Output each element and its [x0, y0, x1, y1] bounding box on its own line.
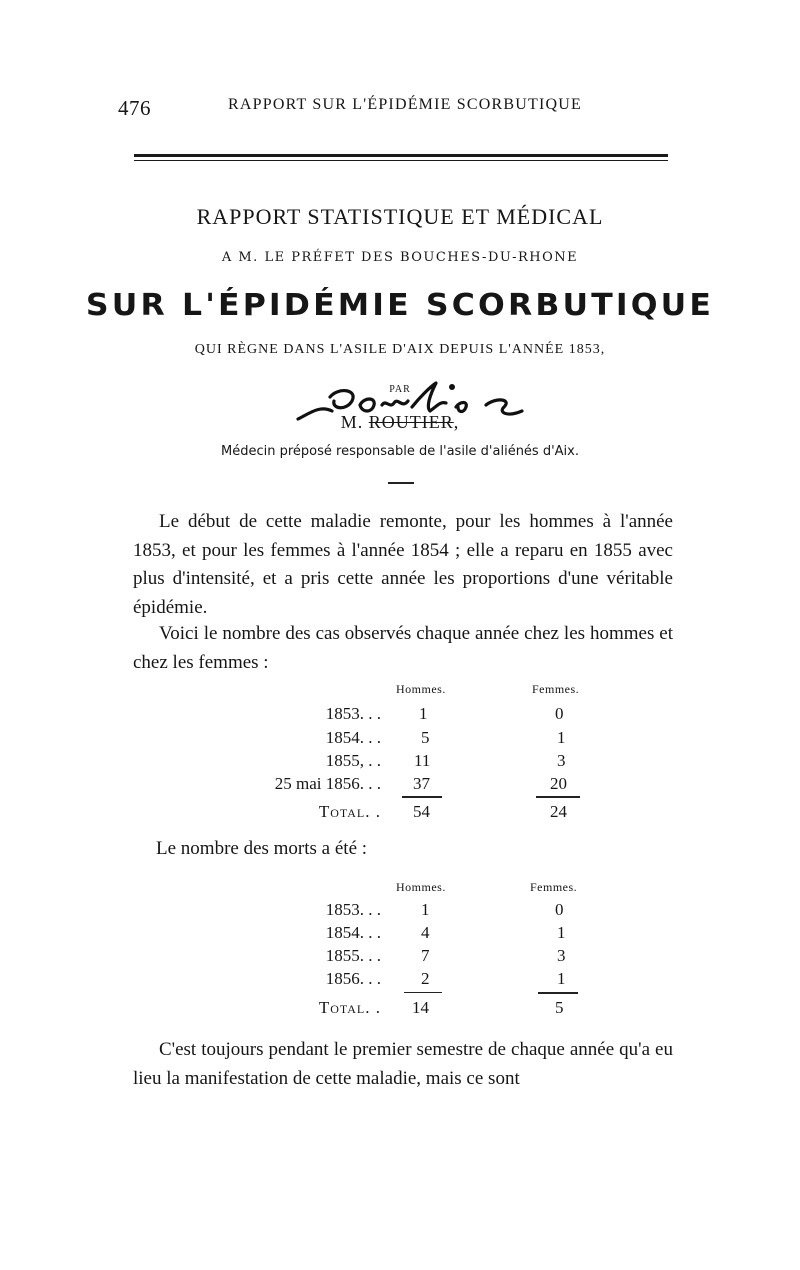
total-label: Total. . — [318, 998, 381, 1017]
deaths-table — [0, 876, 800, 1026]
row-women: 1 — [557, 969, 566, 988]
row-men: 1 — [421, 900, 430, 919]
sum-rule — [404, 992, 442, 993]
paragraph-3: Le nombre des morts a été : — [156, 838, 368, 859]
row-women: 1 — [557, 728, 566, 747]
heading-line2: A M. LE PRÉFET DES BOUCHES-DU-RHONE — [221, 250, 579, 265]
paragraph-4: C'est toujours pendant le premier semestre de chaque année qu'a eu lieu la manifestation de cette maladie, mais ce sont — [133, 1039, 673, 1089]
running-title: RAPPORT SUR L'ÉPIDÉMIE SCORBUTIQUE — [228, 96, 583, 113]
author-name-struck: ROUTIER — [368, 412, 454, 432]
row-year: 1854. . . — [325, 923, 381, 942]
heading-line4: QUI RÈGNE DANS L'ASILE D'AIX DEPUIS L'ANNÉE 1853, — [194, 342, 606, 357]
sum-rule — [536, 796, 580, 798]
heading-line3: SUR L'ÉPIDÉMIE SCORBUTIQUE — [85, 288, 715, 323]
handwritten-signature — [290, 377, 550, 437]
row-women: 20 — [550, 774, 567, 793]
row-year: 1855, . . — [325, 751, 381, 770]
paragraph-2: Voici le nombre des cas observés chaque année chez les hommes et chez les femmes : — [133, 623, 673, 673]
row-women: 3 — [557, 946, 566, 965]
separator-dash — [388, 482, 414, 484]
header-rule-thick — [134, 154, 668, 157]
sum-rule — [402, 796, 442, 798]
header-rule-thin — [134, 160, 668, 161]
total-men: 14 — [412, 998, 429, 1017]
by-label: PAR — [389, 384, 411, 395]
row-men: 5 — [421, 728, 430, 747]
row-women: 1 — [557, 923, 566, 942]
total-men: 54 — [413, 802, 430, 821]
page-number: 476 — [118, 96, 151, 120]
total-label: Total. . — [318, 802, 381, 821]
paragraph-1: Le début de cette maladie remonte, pour les hommes à l'année 1853, et pour les femmes à l'année 1854 ; elle a reparu en 1855 avec plus d'intensité, et a pris cette année les proportions d'une véritable épidémie. — [133, 511, 673, 618]
col-header-women: Femmes. — [532, 682, 580, 696]
row-women: 0 — [555, 900, 564, 919]
heading-line1: RAPPORT STATISTIQUE ET MÉDICAL — [196, 204, 604, 229]
row-year: 25 mai 1856. . . — [274, 774, 381, 793]
row-men: 7 — [421, 946, 430, 965]
col-header-men: Hommes. — [396, 682, 446, 696]
col-header-women: Femmes. — [530, 880, 578, 894]
row-year: 1854. . . — [325, 728, 381, 747]
total-women: 5 — [555, 998, 564, 1017]
row-men: 11 — [414, 751, 431, 770]
cases-table — [0, 678, 800, 828]
total-women: 24 — [550, 802, 567, 821]
row-year: 1853. . . — [325, 900, 381, 919]
author-suffix: , — [453, 412, 460, 432]
row-men: 2 — [421, 969, 430, 988]
row-men: 1 — [419, 704, 428, 723]
row-year: 1855. . . — [325, 946, 381, 965]
affiliation: Médecin préposé responsable de l'asile d'aliénés d'Aix. — [221, 444, 579, 459]
row-women: 3 — [557, 751, 566, 770]
author-prefix: M. — [340, 412, 369, 432]
row-year: 1853. . . — [325, 704, 381, 723]
sum-rule — [538, 992, 578, 994]
row-year: 1856. . . — [325, 969, 381, 988]
row-men: 4 — [421, 923, 430, 942]
col-header-men: Hommes. — [396, 880, 446, 894]
row-men: 37 — [413, 774, 430, 793]
row-women: 0 — [555, 704, 564, 723]
